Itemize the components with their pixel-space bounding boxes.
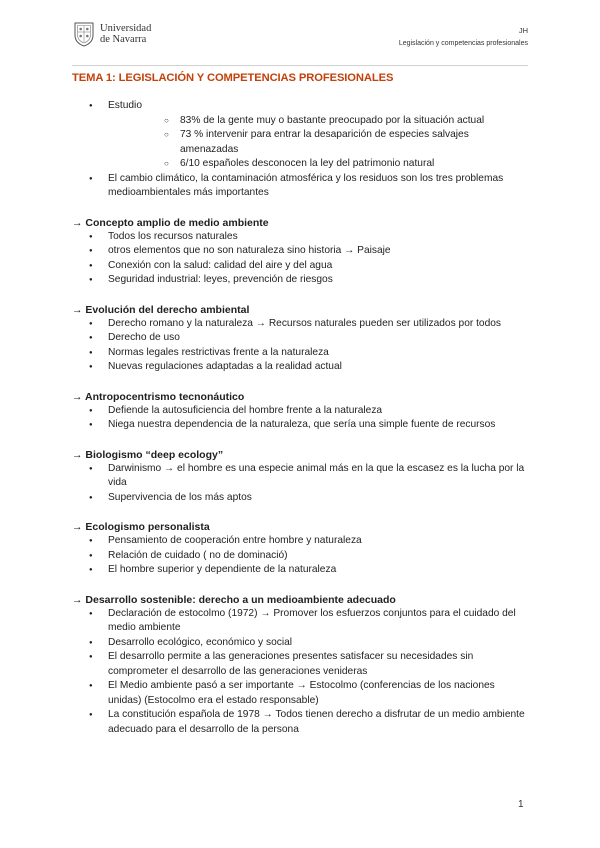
list-item: ● Normas legales restrictivas frente a la naturaleza (72, 346, 528, 361)
list-item: ● Nuevas regulaciones adaptadas a la realidad actual (72, 360, 528, 375)
section-heading: → Desarrollo sostenible: derecho a un medioambiente adecuado (72, 593, 396, 606)
list-item: ● Conexión con la salud: calidad del aire y del agua (72, 259, 528, 274)
list-item: ● Todos los recursos naturales (72, 230, 528, 245)
section-heading: → Ecologismo personalista (72, 521, 210, 533)
list-item: ● El desarrollo permite a las generaciones presentes satisfacer su necesidades sin comprometer el desarrollo de las generaciones venideras (72, 650, 528, 679)
list-item: ● Seguridad industrial: leyes, prevención de riesgos (72, 273, 528, 288)
intro-section (72, 99, 528, 201)
list-item (72, 99, 528, 172)
list-item: ● El Medio ambiente pasó a ser importante → Estocolmo (conferencias de los naciones unidas) (Estocolmo era el estado responsable) (72, 679, 528, 708)
section-heading: → Biologismo “deep ecology” (72, 448, 224, 461)
section-heading: → Concepto amplio de medio ambiente (72, 216, 269, 229)
university-seal-icon (72, 20, 96, 48)
section-desarrollo-sostenible (72, 593, 528, 738)
list-item: ● La constitución española de 1978 → Todos tienen derecho a disfrutar de un medio ambiente adecuado para el desarrollo de la persona (72, 708, 528, 737)
section-concepto (72, 216, 528, 288)
author-initials: JH (518, 26, 528, 35)
logo-line-1: Universidad (100, 23, 152, 34)
list-item: ● Desarrollo ecológico, económico y social (72, 636, 528, 651)
section-heading: → Evolución del derecho ambiental (72, 303, 250, 316)
list-item: ● Pensamiento de cooperación entre hombre y naturaleza (72, 534, 528, 549)
list-item: ● Derecho romano y la naturaleza → Recursos naturales pueden ser utilizados por todos (72, 317, 528, 332)
section-biologismo (72, 448, 528, 506)
list-item: ● Niega nuestra dependencia de la naturaleza, que sería una simple fuente de recursos (72, 418, 528, 433)
list-item-text: Estudio (108, 100, 142, 111)
university-logo (72, 20, 151, 48)
sub-list-item: ○ 83% de la gente muy o bastante preocupado por la situación actual (108, 114, 528, 129)
list-item: ● Supervivencia de los más aptos (72, 491, 528, 506)
sub-list-item: ○ 73 % intervenir para entrar la desaparición de especies salvajes amenazadas (108, 128, 528, 157)
page-header (72, 18, 528, 66)
logo-line-2: de Navarra (100, 34, 147, 45)
list-item: ● Defiende la autosuficiencia del hombre frente a la naturaleza (72, 404, 528, 419)
list-item: ● El hombre superior y dependiente de la naturaleza (72, 563, 528, 578)
list-item: ● Derecho de uso (72, 331, 528, 346)
list-item: ● Relación de cuidado ( no de dominació) (72, 549, 528, 564)
sub-list-item: ○ 6/10 españoles desconocen la ley del patrimonio natural (108, 157, 528, 172)
section-heading: → Antropocentrismo tecnonáutico (72, 390, 245, 403)
list-item: ● otros elementos que no son naturaleza sino historia → Paisaje (72, 244, 528, 259)
section-ecologismo (72, 520, 528, 578)
list-item: ● Darwinismo → el hombre es una especie animal más en la que la escasez es la lucha por la vida (72, 462, 528, 491)
page-title: TEMA 1: LEGISLACIÓN Y COMPETENCIAS PROFESIONALES (72, 72, 394, 84)
document-body (72, 71, 528, 737)
section-antropocentrismo (72, 390, 528, 433)
section-evolucion (72, 303, 528, 375)
list-item: ● Declaración de estocolmo (1972) → Promover los esfuerzos conjuntos para el cuidado del medio ambiente (72, 607, 528, 636)
header-divider (72, 65, 528, 66)
document-subtitle: Legislación y competencias profesionales (398, 40, 528, 47)
page-number: 1 (518, 799, 524, 810)
list-item: ● El cambio climático, la contaminación atmosférica y los residuos son los tres problemas medioambientales más importantes (72, 172, 528, 201)
